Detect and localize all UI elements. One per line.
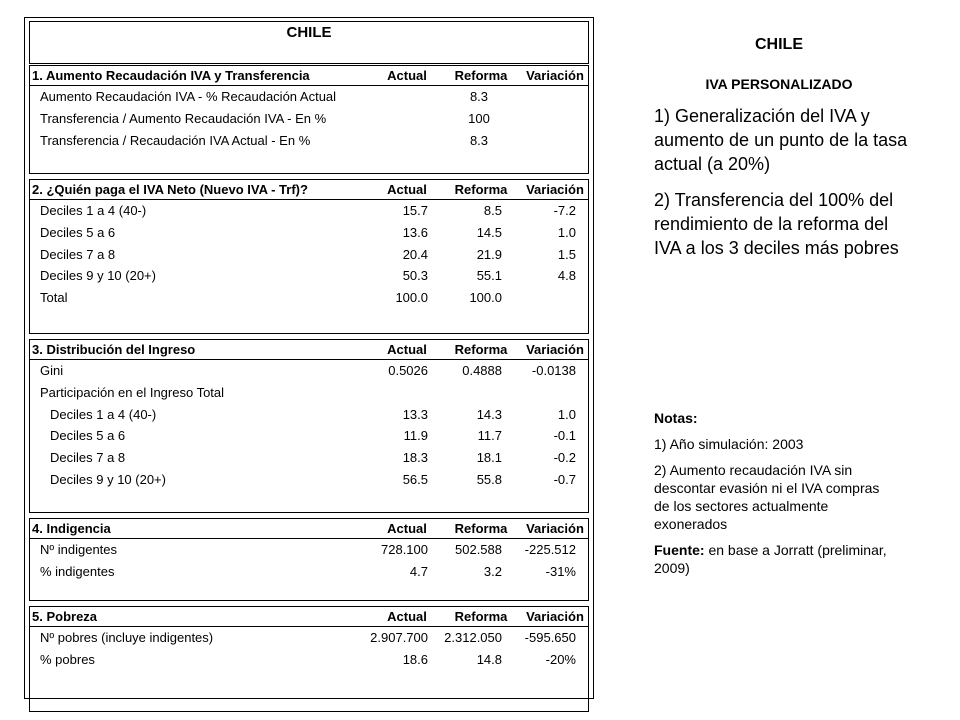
column-header: Variación [526,521,584,536]
table-row [30,425,588,447]
summary-panel [654,36,944,260]
section-heading: 5. Pobreza [32,609,98,624]
cell-variacion: -0.1 [553,428,576,444]
column-header: Variación [526,342,584,357]
cell-reforma: 14.5 [476,225,502,241]
cell-actual: 50.3 [402,268,428,284]
row-label: Transferencia / Recaudación IVA Actual - En % [40,132,311,148]
cell-reforma: 21.9 [476,246,502,262]
source-note [654,541,894,577]
row-label: Total [40,290,68,306]
source-text: en base a Jorratt (preliminar, 2009) [654,542,887,576]
table-row [30,627,588,649]
cell-variacion: -595.650 [524,630,576,646]
cell-actual: 2.907.700 [370,630,428,646]
cell-actual: 20.4 [402,246,428,262]
column-header: Actual [387,68,427,83]
cell-reforma: 0.4888 [462,363,502,379]
cell-actual: 100.0 [395,290,428,306]
section-header [30,340,588,360]
cell-reforma: 55.1 [476,268,502,284]
row-label: Deciles 5 a 6 [50,428,126,444]
section-heading: 2. ¿Quién paga el IVA Neto (Nuevo IVA - Trf)? [32,182,308,197]
row-label: Deciles 9 y 10 (20+) [40,268,156,284]
column-header: Reforma [454,342,508,357]
cell-reforma: 14.8 [476,652,502,668]
column-header: Actual [387,182,427,197]
cell-reforma: 100.0 [469,290,502,306]
table-row [30,447,588,469]
table-section [29,65,589,174]
table-row [30,403,588,425]
summary-subtitle: IVA PERSONALIZADO [705,76,853,92]
cell-reforma: 100 [468,111,490,127]
cell-reforma: 8.3 [469,89,489,105]
cell-actual: 18.3 [402,450,428,466]
table-row [30,468,588,490]
column-header: Variación [526,68,584,83]
notes-panel [654,409,894,585]
cell-reforma: 11.7 [477,428,502,444]
cell-reforma: 55.8 [476,471,502,487]
column-header: Reforma [454,68,508,83]
table-row [30,265,588,287]
table-row [30,86,588,108]
cell-reforma: 18.1 [476,450,502,466]
cell-variacion: -0.7 [553,471,576,487]
note-2: 2) Aumento recaudación IVA sin descontar evasión ni el IVA compras de los sectores actualmente exonerados [654,462,880,532]
row-label: Deciles 5 a 6 [40,225,116,241]
cell-variacion: -31% [545,564,576,580]
section-heading: 1. Aumento Recaudación IVA y Transferencia [32,68,310,83]
table-row [30,243,588,265]
table-row [30,561,588,583]
cell-variacion: 1.0 [557,225,576,241]
table-row [30,222,588,244]
cell-actual: 13.6 [402,225,428,241]
section-header [30,66,588,86]
row-label: Transferencia / Aumento Recaudación IVA - En % [40,111,327,127]
table-row [30,649,588,671]
notes-heading: Notas: [654,410,698,426]
row-label: Deciles 7 a 8 [40,246,116,262]
column-header: Actual [387,342,427,357]
cell-reforma: 3.2 [483,564,502,580]
summary-point-2: 2) Transferencia del 100% del rendimiento de la reforma del IVA a los 3 deciles más pobres [654,190,899,258]
cell-reforma: 2.312.050 [444,630,502,646]
column-header: Reforma [454,609,508,624]
table-section [29,179,589,334]
row-label: Deciles 9 y 10 (20+) [50,471,166,487]
row-label: Aumento Recaudación IVA - % Recaudación Actual [40,89,337,105]
table-row [30,539,588,561]
cell-variacion: -225.512 [524,542,576,558]
row-label: Deciles 1 a 4 (40-) [40,203,147,219]
row-label: Participación en el Ingreso Total [40,385,225,401]
cell-variacion: 1.0 [557,406,576,422]
cell-variacion: -0.0138 [531,363,576,379]
column-header: Variación [526,182,584,197]
cell-variacion: 1.5 [557,246,576,262]
cell-actual: 18.6 [402,652,428,668]
section-header [30,180,588,200]
cell-reforma: 8.5 [483,203,502,219]
row-label: Nº indigentes [40,542,118,558]
cell-actual: 13.3 [402,406,428,422]
row-label: Gini [40,363,64,379]
source-label: Fuente: [654,542,705,558]
results-table [24,17,594,699]
table-section [29,606,589,712]
row-label: % indigentes [40,564,115,580]
column-header: Variación [526,609,584,624]
table-row [30,200,588,222]
table-section [29,339,589,513]
cell-reforma: 502.588 [455,542,502,558]
table-title: CHILE [29,21,589,64]
row-label: % pobres [40,652,95,668]
note-1: 1) Año simulación: 2003 [654,436,804,452]
cell-actual: 15.7 [402,203,428,219]
cell-variacion: -20% [545,652,576,668]
table-row [30,108,588,130]
cell-variacion: 4.8 [557,268,576,284]
table-section [29,518,589,601]
cell-actual: 4.7 [409,564,428,580]
cell-actual: 728.100 [381,542,428,558]
cell-actual: 0.5026 [388,363,428,379]
table-row [30,382,588,404]
column-header: Reforma [454,521,508,536]
column-header: Actual [387,521,427,536]
section-heading: 4. Indigencia [32,521,111,536]
table-row [30,287,588,309]
column-header: Reforma [454,182,508,197]
row-label: Deciles 7 a 8 [50,450,126,466]
table-row [30,360,588,382]
cell-reforma: 8.3 [469,132,489,148]
section-header [30,519,588,539]
section-heading: 3. Distribución del Ingreso [32,342,196,357]
cell-variacion: -7.2 [553,203,576,219]
summary-point-1: 1) Generalización del IVA y aumento de un punto de la tasa actual (a 20%) [654,106,908,174]
cell-reforma: 14.3 [476,406,502,422]
column-header: Actual [387,609,427,624]
section-header [30,607,588,627]
cell-actual: 56.5 [402,471,428,487]
table-row [30,129,588,151]
cell-variacion: -0.2 [553,450,576,466]
summary-title: CHILE [755,36,803,53]
cell-actual: 11.9 [403,428,428,444]
row-label: Nº pobres (incluye indigentes) [40,630,214,646]
row-label: Deciles 1 a 4 (40-) [50,406,157,422]
